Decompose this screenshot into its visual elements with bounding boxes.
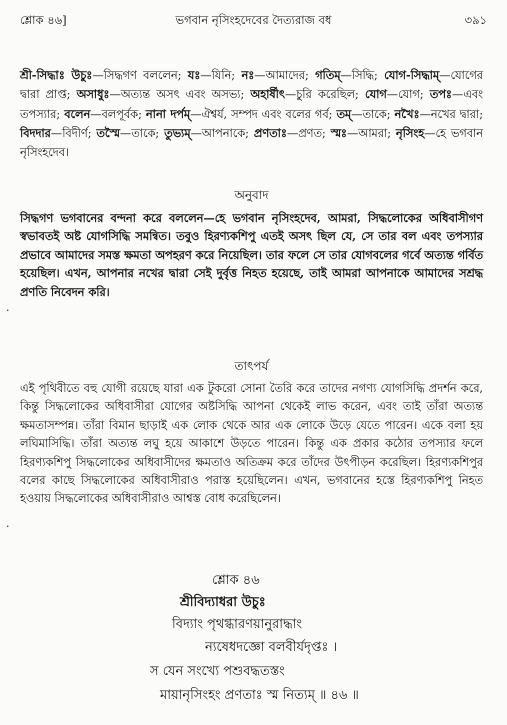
translation-text: সিদ্ধগণ ভগবানের বন্দনা করে বললেন—হে ভগবান নৃসিংহদেব, আমরা, সিদ্ধলোকের অধিবাসীগণ স্বভাবতই অষ্ট যোগসিদ্ধি সমন্বিত। তবুও হিরণ্যকশিপু এতই অসৎ ছিল যে, সে তার বল এবং তপস্যার প্রভাবে আমাদের সমস্ত ক্ষমতা অপহরণ করে নিয়েছিল। তার ফলে সে তার যোগবলের গর্বে অত্যন্ত গর্বিত হয়েছিল। এখন, আপনার নখের দ্বারা সেই দুর্বৃত্ত নিহত হয়েছে, তাই আমরা আপনাকে আমাদের সশ্রদ্ধ প্রণতি নিবেদন করি।: [20, 211, 483, 299]
verse-number: শ্লোক ৪৬: [212, 573, 260, 588]
word-term: অহার্ষীৎ: [250, 87, 285, 102]
word-gloss: বিদীর্ণ;: [62, 127, 92, 141]
verse-line: স যেন সংখ্যে পশুবদ্ধতস্তং: [150, 664, 285, 679]
page-number: ৩৯১: [464, 13, 487, 27]
verse-line: বিদ্যাং পৃথগ্ধারণয়ানুরাদ্ধাং: [172, 617, 302, 632]
purport-heading: তাৎপর্য: [234, 359, 269, 373]
word-term: স্মঃ: [330, 126, 347, 141]
word-term: তপঃ: [429, 87, 452, 102]
word-term: তস্মৈ: [96, 126, 120, 141]
word-term: অসাধুঃ: [76, 87, 110, 102]
margin-mark: ·: [6, 520, 10, 533]
word-term: গতিম্: [315, 68, 341, 82]
word-term: নৃসিংহ: [395, 126, 425, 141]
word-term: বিদদার: [20, 126, 51, 141]
word-term: নানা দর্পম্: [145, 106, 191, 121]
verse-reference: শ্লোক ৪৬]: [20, 13, 67, 27]
word-gloss: আপনাকে;: [201, 127, 249, 141]
margin-mark: ·: [6, 304, 10, 317]
word-meanings: শ্রী-সিদ্ধাঃ উচুঃ—সিদ্ধগণ বললেন; যঃ—যিনি; নঃ—আমাদের; গতিম্—সিদ্ধি; যোগ-সিদ্ধাম্—যোগের দ্বারা প্রাপ্ত; অসাধুঃ—অত্যন্ত অসৎ এবং অসভ্য; অহার্ষীৎ—চুরি করেছিল; যোগ—যোগ; তপঃ—এবং তপস্যার; বলেন—বলপূর্বক; নানা দর্পম্—ঐশ্বর্য, সম্পদ এবং বলের গর্ব; তম্—তাকে; নখৈঃ—নখের দ্বারা; বিদদার—বিদীর্ণ; তস্মৈ—তাকে; তুভ্যম্—আপনাকে; প্রণতাঃ—প্রণত; স্মঃ—আমরা; নৃসিংহ—হে ভগবান নৃসিংহদেব।: [20, 68, 484, 159]
word-gloss: আমরা;: [358, 127, 391, 141]
word-gloss: চুরি করেছিল;: [296, 88, 359, 102]
translation-heading: অনুবাদ: [234, 188, 269, 202]
word-term: নঃ: [241, 68, 255, 82]
word-term: শ্রী-সিদ্ধাঃ উচুঃ: [20, 68, 93, 82]
word-gloss: সিদ্ধগণ বললেন;: [103, 69, 182, 82]
word-gloss: প্রণত;: [298, 127, 326, 141]
word-term: প্রণতাঃ: [253, 126, 287, 141]
word-gloss: হে ভগবান নৃসিংহদেব।: [20, 127, 484, 159]
word-gloss: যোগের দ্বারা প্রাপ্ত;: [20, 69, 483, 102]
word-gloss: অত্যন্ত অসৎ এবং অসভ্য;: [120, 88, 245, 102]
word-gloss: যোগ;: [398, 88, 424, 102]
word-term: যোগ-সিদ্ধাম্: [384, 68, 440, 82]
verse-line: ন্যষেধদজ্ঞো বলবীর্যদৃপ্তঃ ।: [205, 640, 338, 655]
word-term: নখৈঃ: [394, 106, 420, 121]
verse-line: মায়ানৃসিংহং প্রণতাঃ স্ম নিত্যম্ ॥ ৪৬ ॥: [160, 688, 359, 703]
word-gloss: তাকে;: [131, 127, 160, 141]
word-gloss: তাকে;: [362, 107, 391, 121]
verse-speaker: শ্রীবিদ্যাধরা উচুঃ: [180, 595, 266, 610]
word-gloss: বলপূর্বক;: [101, 107, 142, 121]
word-term: যঃ: [187, 68, 201, 82]
word-term: তুভ্যম্: [164, 126, 191, 141]
word-gloss: যিনি;: [211, 69, 236, 82]
purport-text: এই পৃথিবীতে বহু যোগী রয়েছে যারা এক টুকরো সোনা তৈরি করে তাদের নগণ্য যোগসিদ্ধি প্রদর্শন করে, কিন্তু সিদ্ধলোকের অধিবাসীরা যোগের অষ্টসিদ্ধি আপনা থেকেই লাভ করেন, এবং তাই তাঁরা অত্যন্ত ক্ষমতাসম্পন্ন। তাঁরা বিমান ছাড়াই এক লোক থেকে আর এক লোকে উড়ে যেতে পারেন। একে বলা হয় লঘিমাসিদ্ধি। তাঁরা অত্যন্ত লঘু হয়ে আকাশে উড়তে পারেন। কিন্তু এক প্রকার কঠোর তপস্যার ফলে হিরণ্যকশিপু সিদ্ধলোকের অধিবাসীদের ক্ষমতাও অতিক্রম করে তাঁদের উৎপীড়ন করেছিল। হিরণ্যকশিপুর বলের কাছে সিদ্ধলোকের অধিবাসীরাও পরাস্ত হয়েছিলেন। এখন, ভগবানের হস্তে হিরণ্যকশিপু নিহত হওয়ায় সিদ্ধলোকের অধিবাসীরাও আশ্বস্ত বোধ করেছিলেন।: [20, 382, 483, 506]
word-gloss: এবং তপস্যার;: [20, 88, 483, 121]
running-title: ভগবান নৃসিংহদেবের দৈত্যরাজ বধ: [175, 13, 332, 27]
page-header: [20, 12, 487, 30]
word-gloss: সিদ্ধি;: [351, 69, 378, 82]
word-term: বলেন: [64, 106, 91, 121]
word-gloss: নখের দ্বারা;: [430, 107, 484, 121]
word-term: যোগ: [364, 87, 387, 102]
word-gloss: আমাদের;: [265, 69, 309, 82]
word-term: তম্: [336, 106, 352, 121]
word-gloss: ঐশ্বর্য, সম্পদ এবং বলের গর্ব;: [201, 107, 333, 121]
